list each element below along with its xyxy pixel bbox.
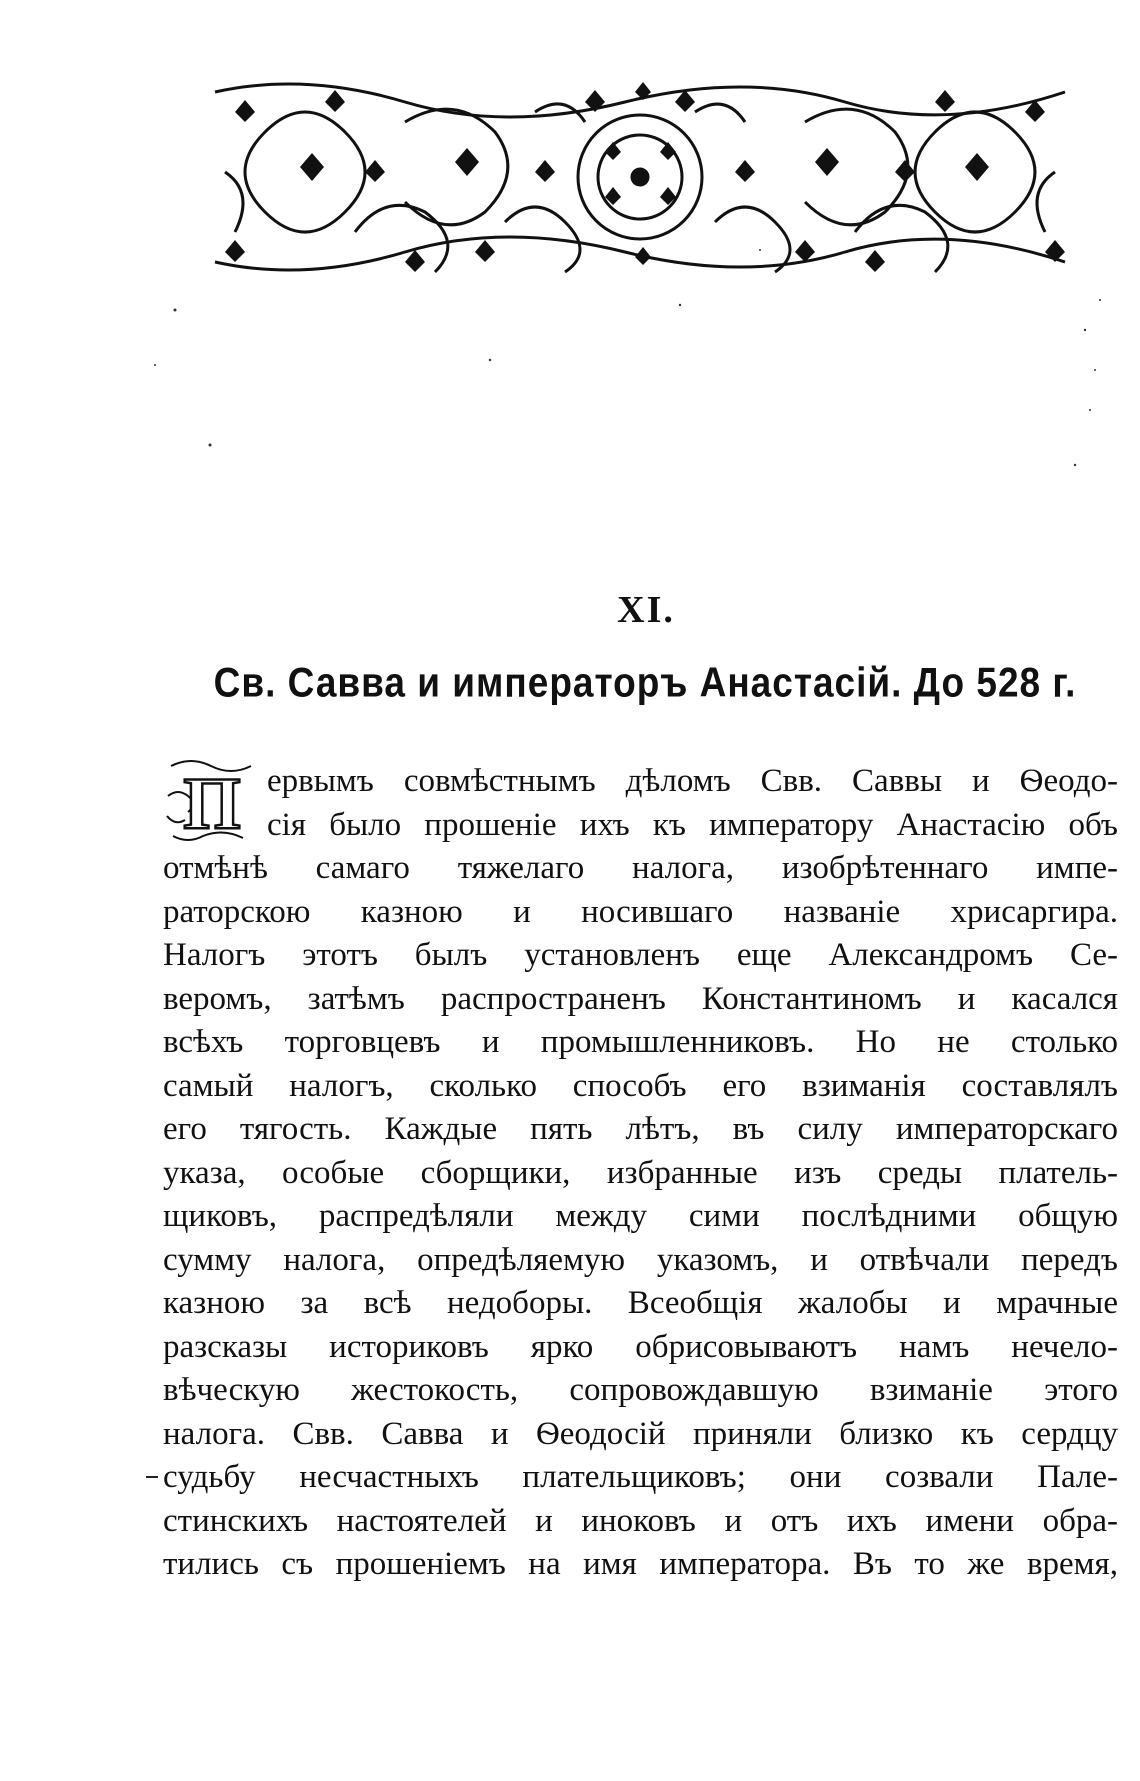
- text-line: стинскихъ настоятелей и иноковъ и отъ ихъ имени обра-: [163, 1502, 1118, 1539]
- text-line: казною за всѣ недоборы. Всеобщія жалобы и мрачные: [163, 1285, 1118, 1321]
- chapter-title: Св. Савва и императоръ Анастасій. До 528 г.: [213, 659, 1077, 706]
- dropcap-letter: П: [183, 763, 241, 845]
- text-line: самый налогъ, сколько способъ его взиманія составлялъ: [163, 1067, 1118, 1104]
- chapter-number: XI.: [617, 589, 675, 631]
- body-text: [163, 760, 1118, 1587]
- text-line: всѣхъ торговцевъ и промышленниковъ. Но не столько: [163, 1024, 1118, 1060]
- text-line: вѣческую жестокость, сопровождавшую взиманіе этого: [163, 1372, 1118, 1408]
- text-line: сія было прошеніе ихъ къ императору Анастасію объ: [267, 806, 1118, 843]
- margin-mark: [146, 1476, 158, 1478]
- text-line: Налогъ этотъ былъ установленъ еще Александромъ Се-: [163, 937, 1118, 973]
- text-line: его тягость. Каждые пять лѣтъ, въ силу императорскаго: [163, 1111, 1118, 1147]
- floral-headpiece-ornament: [205, 72, 1075, 282]
- text-line: тились съ прошеніемъ на имя императора. Въ то же время,: [163, 1546, 1118, 1582]
- text-line: указа, особые сборщики, избранные изъ среды платель-: [163, 1154, 1118, 1191]
- ornamental-dropcap: [163, 756, 261, 846]
- text-line: раторскою казною и носившаго названіе хрисаргира.: [163, 893, 1118, 930]
- text-line: ервымъ совмѣстнымъ дѣломъ Свв. Саввы и Ѳеодо-: [267, 763, 1118, 799]
- text-line: отмѣнѣ самаго тяжелаго налога, изобрѣтеннаго импе-: [163, 850, 1118, 886]
- text-line: сумму налога, опредѣляемую указомъ, и отвѣчали передъ: [163, 1241, 1118, 1278]
- text-line: налога. Свв. Савва и Ѳеодосій приняли близко къ сердцу: [163, 1415, 1118, 1452]
- text-line: щиковъ, распредѣляли между сими послѣдними общую: [163, 1198, 1118, 1234]
- text-line: судьбу несчастныхъ плательщиковъ; они созвали Пале-: [163, 1459, 1118, 1495]
- text-line: разсказы историковъ ярко обрисовываютъ намъ нечело-: [163, 1328, 1118, 1365]
- text-line: веромъ, затѣмъ распространенъ Константиномъ и касался: [163, 980, 1118, 1017]
